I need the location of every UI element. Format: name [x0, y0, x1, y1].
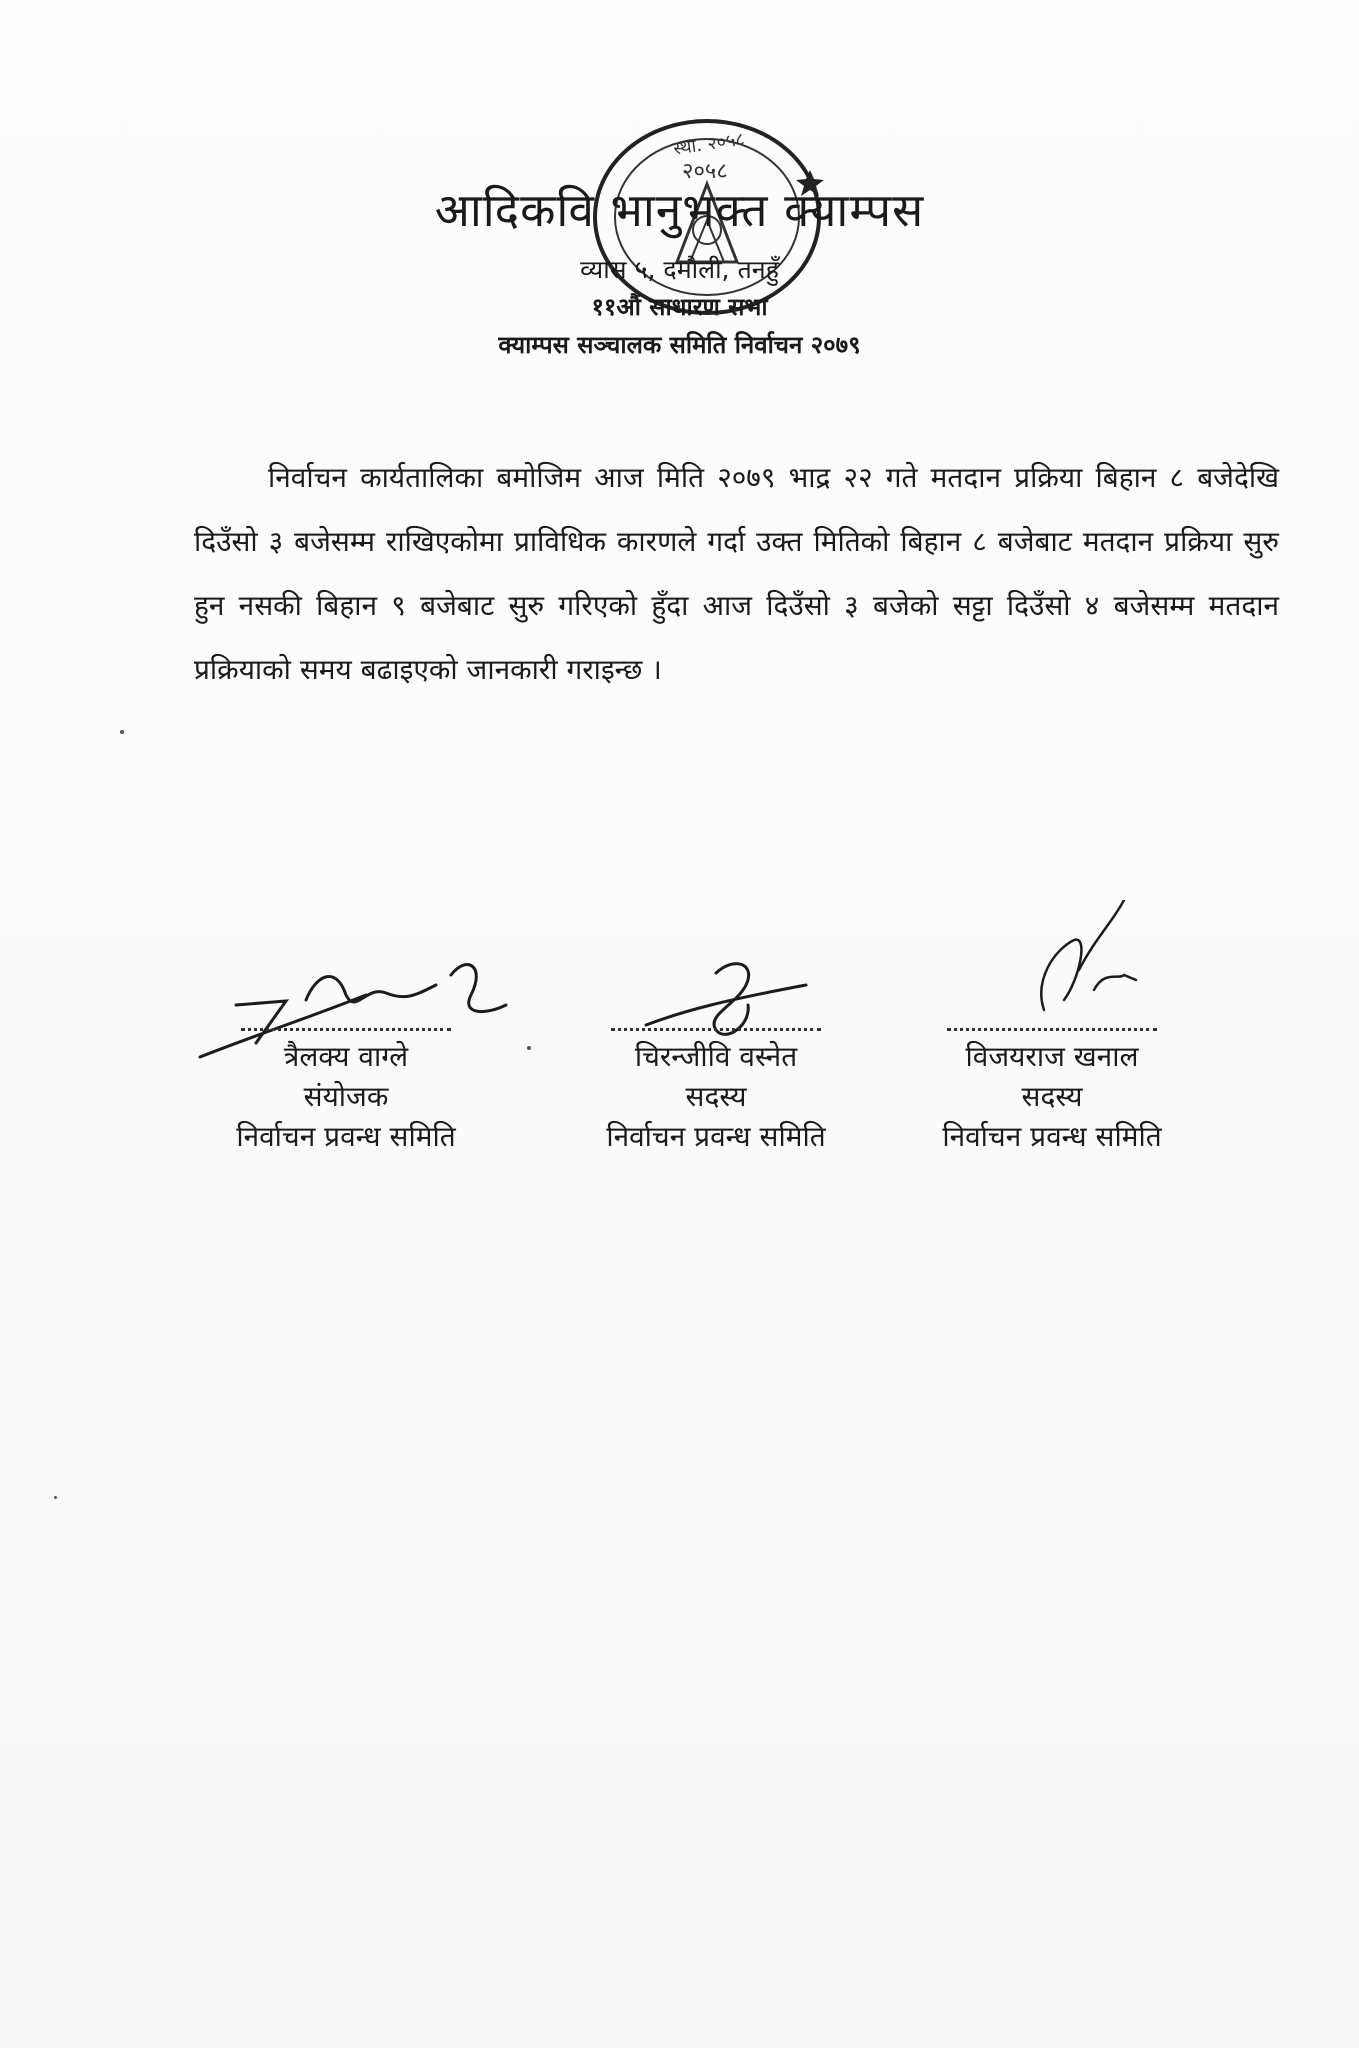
- signatory-3: [902, 1024, 1202, 1157]
- signature-line: [241, 1024, 451, 1031]
- signatory-2: [566, 1024, 866, 1157]
- signatory-committee: निर्वाचन प्रवन्ध समिति: [236, 1120, 456, 1153]
- signatory-committee: निर्वाचन प्रवन्ध समिति: [606, 1120, 826, 1153]
- notice-paragraph: निर्वाचन कार्यतालिका बमोजिम आज मिति २०७९ भाद्र २२ गते मतदान प्रक्रिया बिहान ८ बजेदेखि दिउँसो ३ बजेसम्म राखिएकोमा प्राविधिक कारणले गर्दा उक्त मितिको बिहान ८ बजेबाट मतदान प्रक्रिया सुरु हुन नसकी बिहान ९ बजेबाट सुरु गरिएको हुँदा आज दिउँसो ३ बजेको सट्टा दिउँसो ४ बजेसम्म मतदान प्रक्रियाको समय बढाइएको जानकारी गराइन्छ ।: [194, 461, 1279, 686]
- signatory-name: विजयराज खनाल: [965, 1040, 1139, 1073]
- signatory-committee: निर्वाचन प्रवन्ध समिति: [942, 1120, 1162, 1153]
- campus-name: आदिकवि भानुभक्त क्याम्पस: [434, 183, 925, 237]
- seal-ring-text: स्था. २०५८: [672, 128, 747, 160]
- campus-address: व्यास ५, दमौली, तनहुँ: [580, 255, 779, 284]
- signatory-1: [196, 1024, 496, 1157]
- signatory-name: चिरन्जीवि वस्नेत: [634, 1040, 798, 1073]
- signature-3-scribble: [1024, 900, 1144, 1030]
- signatory-role: संयोजक: [303, 1080, 389, 1113]
- signatory-name: त्रैलक्य वाग्ले: [283, 1040, 409, 1073]
- seal-year: २०५८: [682, 159, 728, 184]
- scan-speck: [527, 1046, 531, 1050]
- scan-speck: [120, 730, 124, 734]
- election-title: क्याम्पस सञ्चालक समिति निर्वाचन २०७९: [498, 331, 861, 359]
- notice-body: [194, 446, 1279, 702]
- scan-speck: [54, 1496, 57, 1499]
- signatory-role: सदस्य: [1021, 1080, 1083, 1113]
- assembly-title: ११औं साधारण सभा: [591, 293, 768, 321]
- signature-line: [947, 1024, 1157, 1031]
- signature-line: [611, 1024, 821, 1031]
- signatory-role: सदस्य: [685, 1080, 747, 1113]
